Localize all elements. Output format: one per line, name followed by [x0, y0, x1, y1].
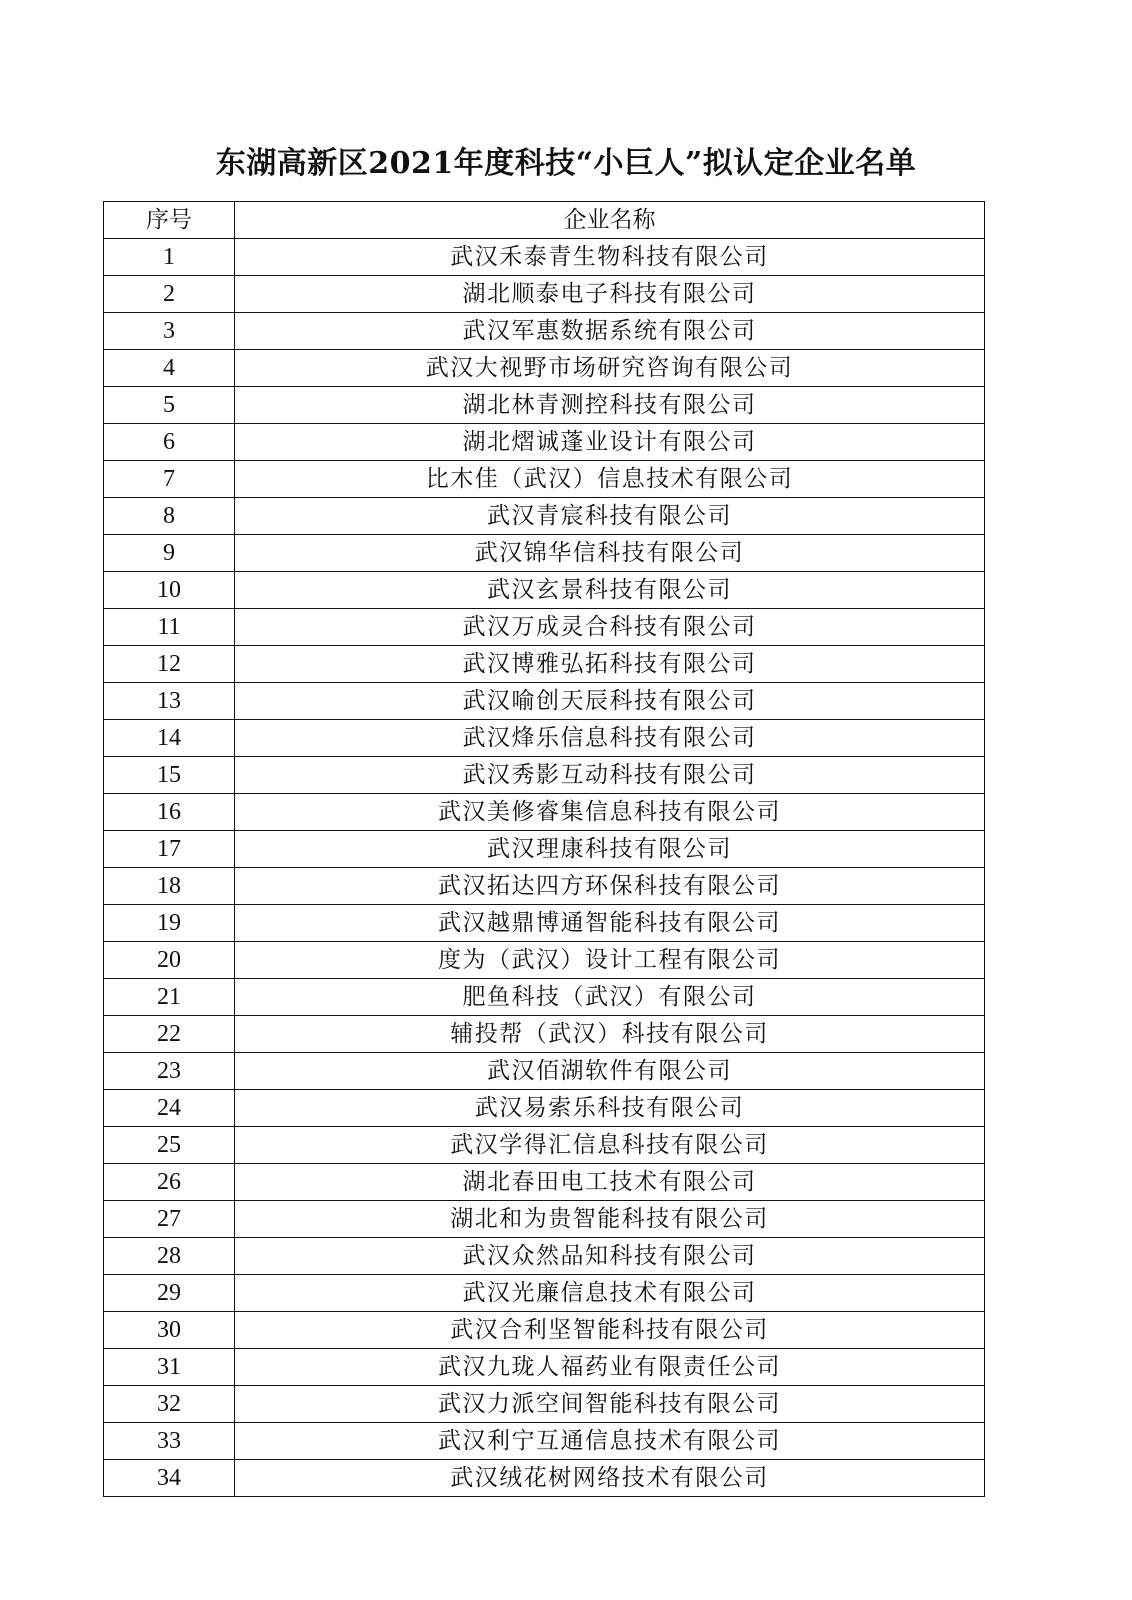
- table-row: [104, 535, 985, 572]
- row-number: 11: [104, 609, 235, 646]
- company-name: 武汉军惠数据系统有限公司: [235, 313, 985, 350]
- table-row: [104, 387, 985, 424]
- row-number: 17: [104, 831, 235, 868]
- company-name: 武汉学得汇信息科技有限公司: [235, 1127, 985, 1164]
- table-row: [104, 1423, 985, 1460]
- company-name: 武汉玄景科技有限公司: [235, 572, 985, 609]
- company-name: 武汉秀影互动科技有限公司: [235, 757, 985, 794]
- table-row: [104, 1127, 985, 1164]
- table-row: [104, 239, 985, 276]
- company-name: 武汉利宁互通信息技术有限公司: [235, 1423, 985, 1460]
- table-row: [104, 350, 985, 387]
- row-number: 16: [104, 794, 235, 831]
- row-number: 14: [104, 720, 235, 757]
- company-name: 武汉喻创天辰科技有限公司: [235, 683, 985, 720]
- table-row: [104, 1349, 985, 1386]
- company-name: 武汉青宸科技有限公司: [235, 498, 985, 535]
- table-row: [104, 572, 985, 609]
- company-name: 武汉越鼎博通智能科技有限公司: [235, 905, 985, 942]
- enterprise-table: [103, 201, 985, 1497]
- company-name: 湖北林青测控科技有限公司: [235, 387, 985, 424]
- table-row: [104, 1275, 985, 1312]
- table-row: [104, 794, 985, 831]
- row-number: 29: [104, 1275, 235, 1312]
- table-row: [104, 609, 985, 646]
- header-number: 序号: [104, 202, 235, 239]
- company-name: 武汉美修睿集信息科技有限公司: [235, 794, 985, 831]
- table-row: [104, 646, 985, 683]
- company-name: 湖北春田电工技术有限公司: [235, 1164, 985, 1201]
- row-number: 12: [104, 646, 235, 683]
- table-row: [104, 276, 985, 313]
- row-number: 22: [104, 1016, 235, 1053]
- row-number: 23: [104, 1053, 235, 1090]
- table-row: [104, 1016, 985, 1053]
- company-name: 比木佳（武汉）信息技术有限公司: [235, 461, 985, 498]
- company-name: 肥鱼科技（武汉）有限公司: [235, 979, 985, 1016]
- company-name: 辅投帮（武汉）科技有限公司: [235, 1016, 985, 1053]
- company-name: 武汉锦华信科技有限公司: [235, 535, 985, 572]
- company-name: 武汉力派空间智能科技有限公司: [235, 1386, 985, 1423]
- company-name: 武汉合利坚智能科技有限公司: [235, 1312, 985, 1349]
- table-row: [104, 313, 985, 350]
- row-number: 32: [104, 1386, 235, 1423]
- table-row: [104, 831, 985, 868]
- row-number: 26: [104, 1164, 235, 1201]
- row-number: 13: [104, 683, 235, 720]
- row-number: 9: [104, 535, 235, 572]
- company-name: 湖北熠诚蓬业设计有限公司: [235, 424, 985, 461]
- company-name: 武汉九珑人福药业有限责任公司: [235, 1349, 985, 1386]
- table-header-row: [104, 202, 985, 239]
- row-number: 2: [104, 276, 235, 313]
- page-title: 东湖高新区2021年度科技“小巨人”拟认定企业名单: [215, 146, 917, 181]
- row-number: 31: [104, 1349, 235, 1386]
- row-number: 6: [104, 424, 235, 461]
- company-name: 武汉佰湖软件有限公司: [235, 1053, 985, 1090]
- table-row: [104, 498, 985, 535]
- table-row: [104, 868, 985, 905]
- row-number: 4: [104, 350, 235, 387]
- row-number: 18: [104, 868, 235, 905]
- company-name: 武汉烽乐信息科技有限公司: [235, 720, 985, 757]
- company-name: 武汉理康科技有限公司: [235, 831, 985, 868]
- row-number: 24: [104, 1090, 235, 1127]
- company-name: 武汉万成灵合科技有限公司: [235, 609, 985, 646]
- row-number: 28: [104, 1238, 235, 1275]
- company-name: 湖北和为贵智能科技有限公司: [235, 1201, 985, 1238]
- table-row: [104, 683, 985, 720]
- table-body: [104, 239, 985, 1497]
- table-row: [104, 979, 985, 1016]
- table-row: [104, 424, 985, 461]
- company-name: 武汉绒花树网络技术有限公司: [235, 1460, 985, 1497]
- row-number: 15: [104, 757, 235, 794]
- company-name: 武汉众然品知科技有限公司: [235, 1238, 985, 1275]
- table-row: [104, 1090, 985, 1127]
- row-number: 30: [104, 1312, 235, 1349]
- table-row: [104, 905, 985, 942]
- company-name: 武汉禾泰青生物科技有限公司: [235, 239, 985, 276]
- row-number: 34: [104, 1460, 235, 1497]
- row-number: 25: [104, 1127, 235, 1164]
- table-row: [104, 461, 985, 498]
- table-row: [104, 720, 985, 757]
- row-number: 20: [104, 942, 235, 979]
- company-name: 武汉大视野市场研究咨询有限公司: [235, 350, 985, 387]
- table-row: [104, 1386, 985, 1423]
- row-number: 5: [104, 387, 235, 424]
- row-number: 33: [104, 1423, 235, 1460]
- row-number: 8: [104, 498, 235, 535]
- table-row: [104, 1460, 985, 1497]
- company-name: 湖北顺泰电子科技有限公司: [235, 276, 985, 313]
- table-row: [104, 1201, 985, 1238]
- company-name: 武汉博雅弘拓科技有限公司: [235, 646, 985, 683]
- row-number: 7: [104, 461, 235, 498]
- table-row: [104, 1312, 985, 1349]
- row-number: 3: [104, 313, 235, 350]
- company-name: 度为（武汉）设计工程有限公司: [235, 942, 985, 979]
- row-number: 10: [104, 572, 235, 609]
- row-number: 27: [104, 1201, 235, 1238]
- row-number: 19: [104, 905, 235, 942]
- company-name: 武汉易索乐科技有限公司: [235, 1090, 985, 1127]
- table-row: [104, 1053, 985, 1090]
- table-row: [104, 942, 985, 979]
- table-row: [104, 757, 985, 794]
- header-company-name: 企业名称: [235, 202, 985, 239]
- row-number: 1: [104, 239, 235, 276]
- row-number: 21: [104, 979, 235, 1016]
- table-row: [104, 1238, 985, 1275]
- company-name: 武汉光廉信息技术有限公司: [235, 1275, 985, 1312]
- company-name: 武汉拓达四方环保科技有限公司: [235, 868, 985, 905]
- table-row: [104, 1164, 985, 1201]
